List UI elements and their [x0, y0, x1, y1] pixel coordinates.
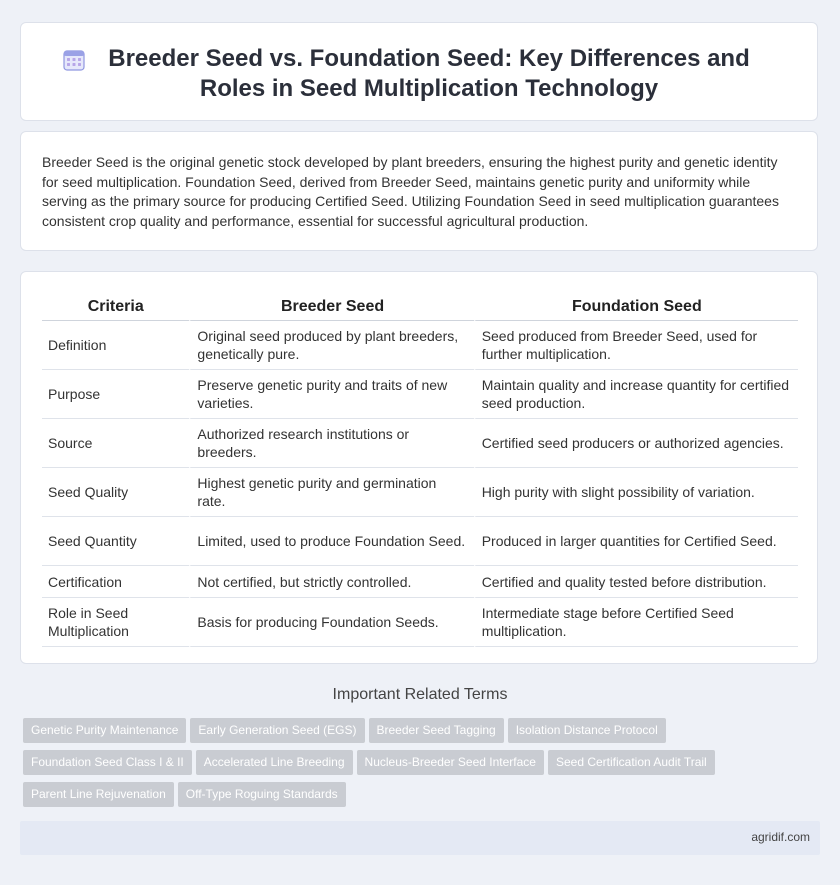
row-foundation: Intermediate stage before Certified Seed multiplication.: [474, 598, 798, 647]
row-breeder: Limited, used to produce Foundation Seed.: [189, 517, 473, 566]
tag-link[interactable]: Off-Type Roguing Standards: [178, 782, 346, 807]
row-foundation: Certified seed producers or authorized agencies.: [474, 419, 798, 468]
table-row: [42, 468, 798, 517]
header-breeder-seed: Breeder Seed: [189, 296, 473, 321]
comparison-table-card: [20, 271, 818, 664]
table-row: [42, 419, 798, 468]
tag-row: [23, 750, 823, 782]
table-row: [42, 370, 798, 419]
row-criteria: Definition: [42, 321, 189, 370]
row-breeder: Authorized research institutions or breeders.: [189, 419, 473, 468]
tag-row: [23, 782, 823, 814]
table-row: [42, 566, 798, 598]
footer-site-link[interactable]: agridif.com: [751, 830, 810, 844]
footer: [20, 821, 820, 855]
row-criteria: Seed Quality: [42, 468, 189, 517]
row-criteria: Purpose: [42, 370, 189, 419]
row-breeder: Highest genetic purity and germination rate.: [189, 468, 473, 517]
row-foundation: High purity with slight possibility of variation.: [474, 468, 798, 517]
tag-link[interactable]: Isolation Distance Protocol: [508, 718, 666, 743]
comparison-table: [42, 296, 798, 647]
row-foundation: Produced in larger quantities for Certified Seed.: [474, 517, 798, 566]
tag-link[interactable]: Early Generation Seed (EGS): [190, 718, 364, 743]
tag-link[interactable]: Parent Line Rejuvenation: [23, 782, 174, 807]
row-foundation: Seed produced from Breeder Seed, used for further multiplication.: [474, 321, 798, 370]
calendar-grid-icon: [62, 48, 86, 72]
related-terms-title: Important Related Terms: [332, 686, 508, 703]
tag-link[interactable]: Nucleus-Breeder Seed Interface: [357, 750, 544, 775]
header-criteria: Criteria: [42, 296, 189, 321]
table-row: [42, 517, 798, 566]
tag-link[interactable]: Accelerated Line Breeding: [196, 750, 353, 775]
intro-text: Breeder Seed is the original genetic stock developed by plant breeders, ensuring the highest purity and genetic identity for seed multiplication. Foundation Seed, derived from Breeder Seed, maintains genetic purity and uniformity while serving as the primary source for producing Certified Seed. Utilizing Foundation Seed in seed multiplication guarantees consistent crop quality and performance, essential for successful agricultural production.: [42, 154, 779, 229]
title-wrap: [21, 44, 817, 104]
table-row: [42, 321, 798, 370]
tag-link[interactable]: Seed Certification Audit Trail: [548, 750, 715, 775]
row-criteria: Source: [42, 419, 189, 468]
intro-card: [20, 131, 818, 251]
tag-link[interactable]: Foundation Seed Class I & II: [23, 750, 192, 775]
row-foundation: Certified and quality tested before distribution.: [474, 566, 798, 598]
tag-link[interactable]: Genetic Purity Maintenance: [23, 718, 186, 743]
row-criteria: Role in Seed Multiplication: [42, 598, 189, 647]
row-breeder: Not certified, but strictly controlled.: [189, 566, 473, 598]
row-breeder: Basis for producing Foundation Seeds.: [189, 598, 473, 647]
row-foundation: Maintain quality and increase quantity for certified seed production.: [474, 370, 798, 419]
row-breeder: Original seed produced by plant breeders, genetically pure.: [189, 321, 473, 370]
page-title: Breeder Seed vs. Foundation Seed: Key Differences and Roles in Seed Multiplication Technology: [108, 45, 750, 102]
tag-row: [23, 718, 823, 750]
tag-link[interactable]: Breeder Seed Tagging: [369, 718, 504, 743]
row-criteria: Certification: [42, 566, 189, 598]
header-foundation-seed: Foundation Seed: [474, 296, 798, 321]
header-card: [20, 22, 818, 121]
row-breeder: Preserve genetic purity and traits of new varieties.: [189, 370, 473, 419]
row-criteria: Seed Quantity: [42, 517, 189, 566]
table-row: [42, 598, 798, 647]
table-header-row: [42, 296, 798, 321]
related-terms-tags: [23, 718, 823, 814]
